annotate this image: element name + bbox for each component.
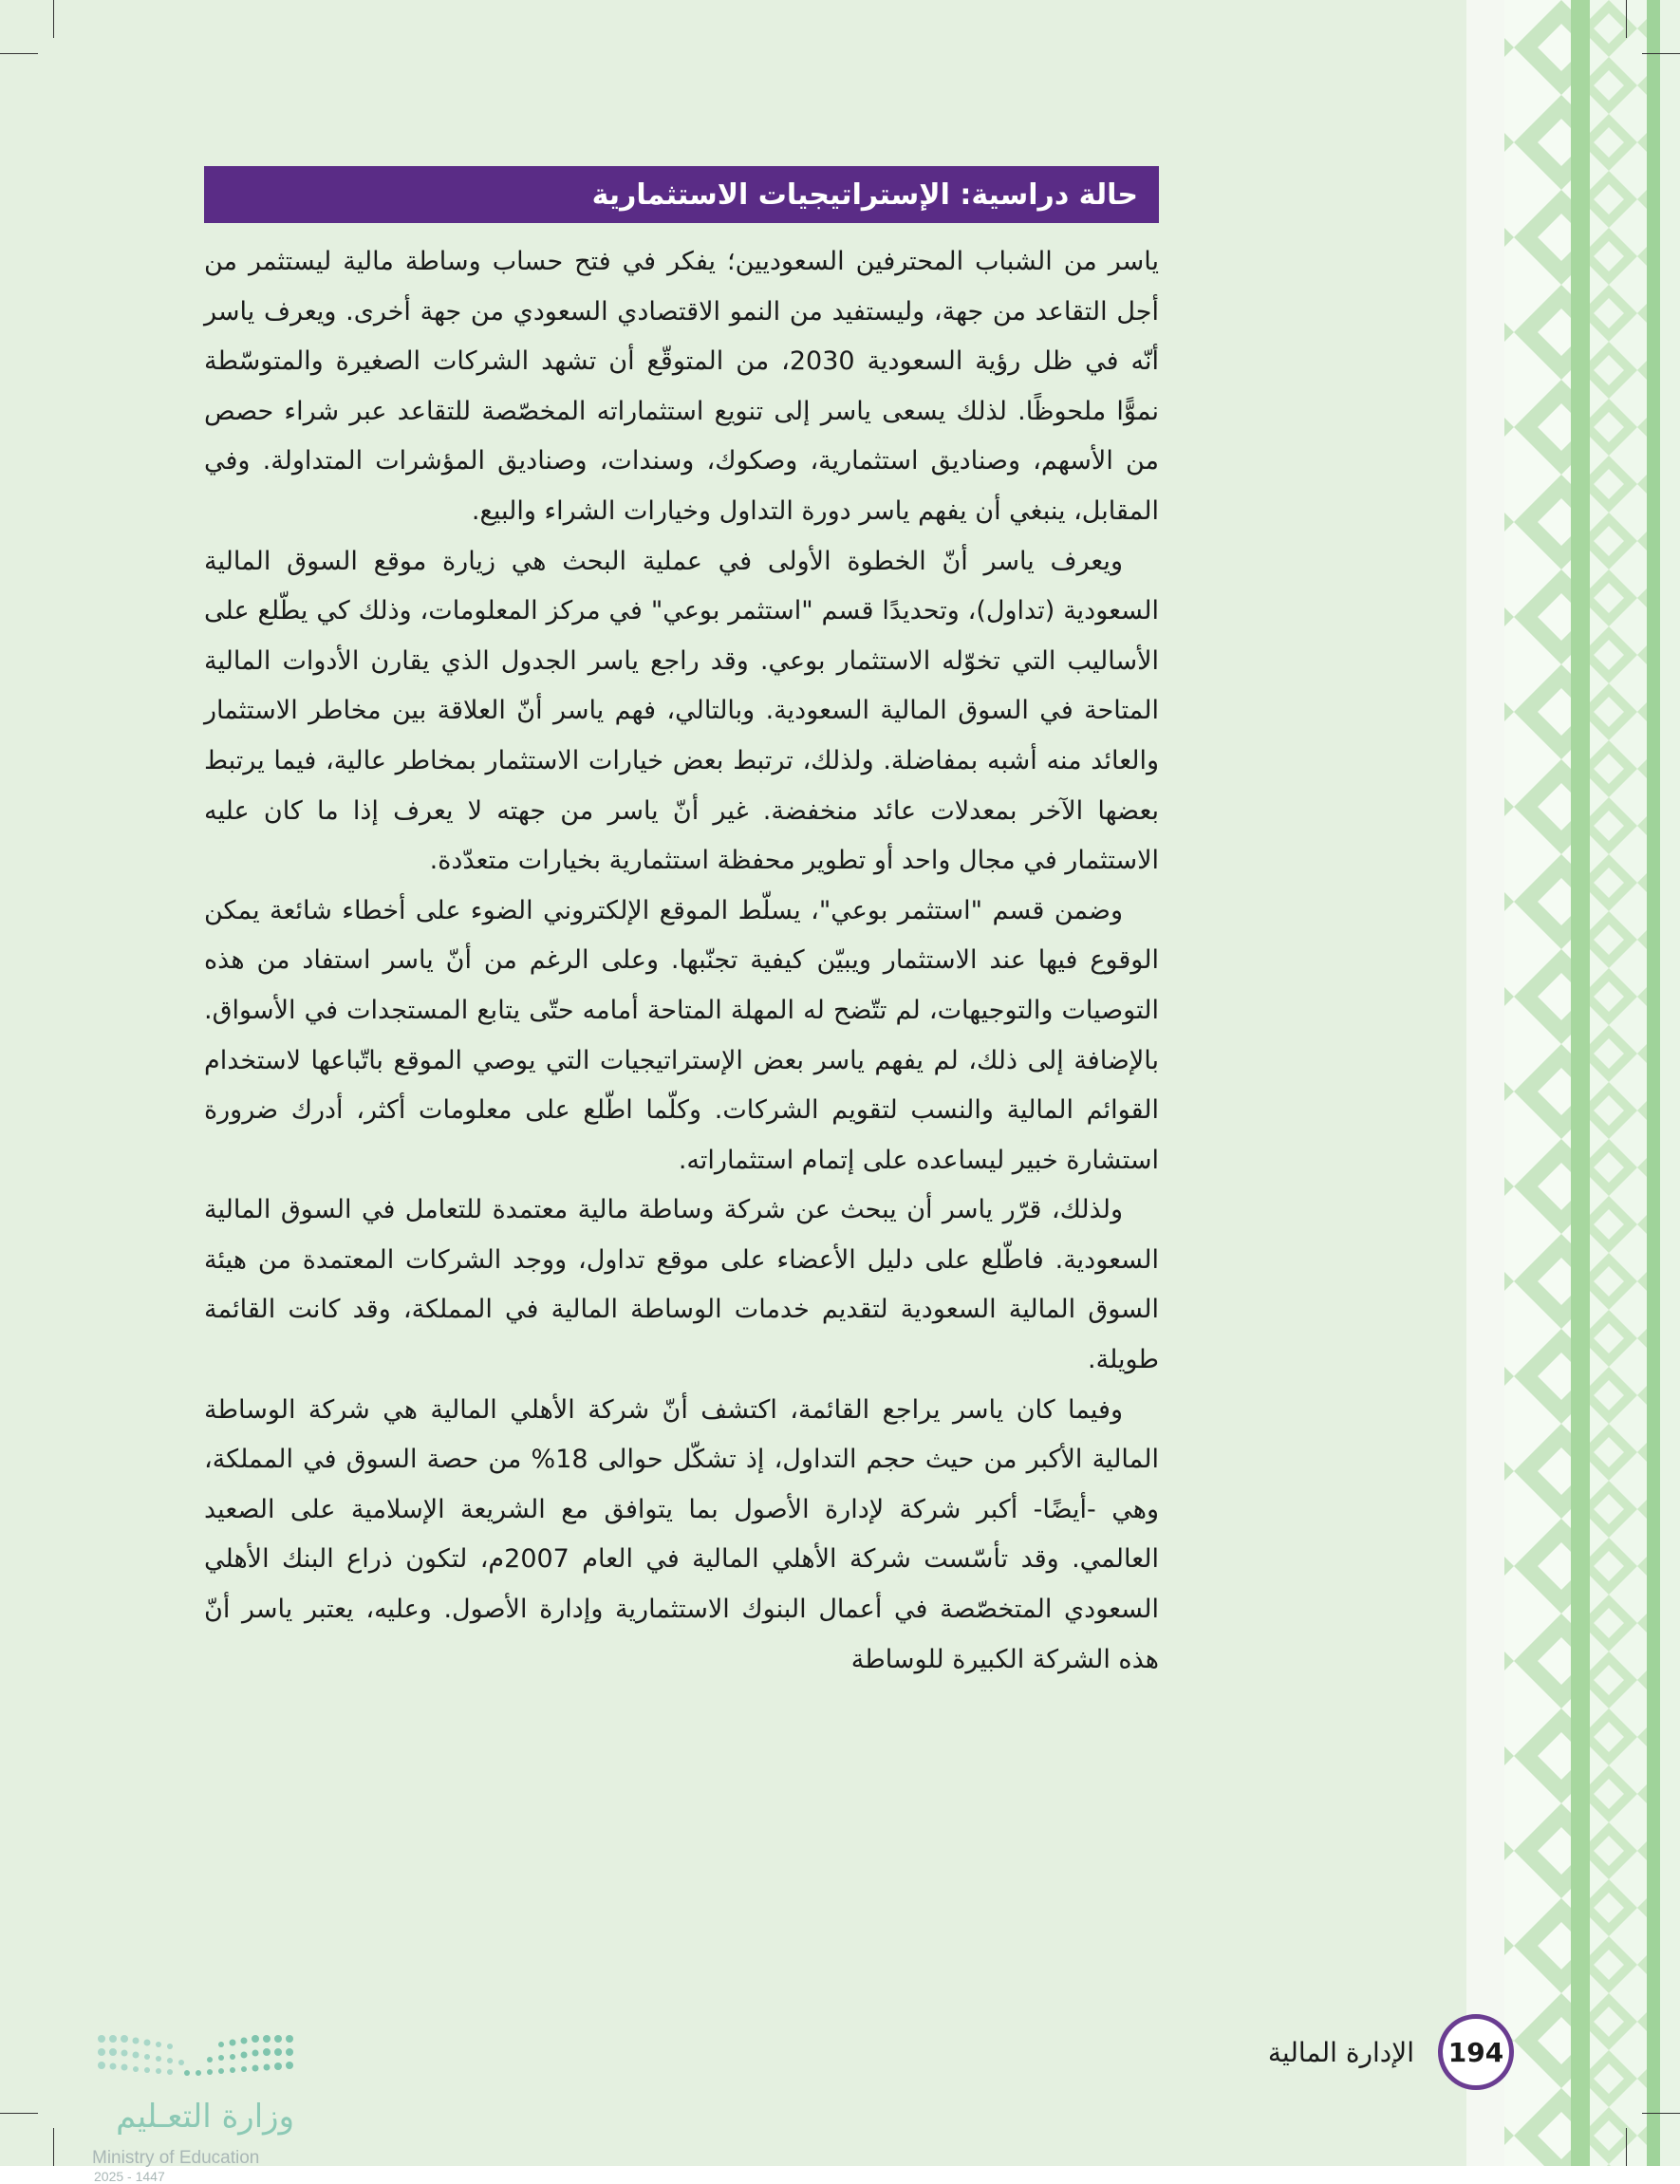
crop-mark [53, 0, 54, 38]
crop-mark [0, 2113, 38, 2114]
ministry-logo [90, 2031, 308, 2183]
paragraph: ياسر من الشباب المحترفين السعوديين؛ يفكر في فتح حساب وساطة مالية ليستثمر من أجل التقاعد من جهة، وليستفيد من النمو الاقتصادي السعودي من جهة أخرى. ويعرف ياسر أنّه في ظل رؤية السعودية 2030، من المتوقّع أن تشهد الشركات الصغيرة والمتوسّطة نموًّا ملحوظًا. لذلك يسعى ياسر إلى تنويع استثماراته المخصّصة للتقاعد عبر شراء حصص من الأسهم، وصناديق استثمارية، وصكوك، وسندات، وصناديق المؤشرات المتداولة. وفي المقابل، ينبغي أن يفهم ياسر دورة التداول وخيارات الشراء والبيع. [204, 247, 1160, 526]
page-number: 194 [1438, 2014, 1514, 2090]
decorative-border [1466, 0, 1680, 2166]
paragraph: وفيما كان ياسر يراجع القائمة، اكتشف أنّ شركة الأهلي المالية هي شركة الوساطة المالية الأكبر من حيث حجم التداول، إذ تشكّل حوالى 18% من حصة السوق في المملكة، وهي -أيضًا- أكبر شركة لإدارة الأصول بما يتوافق مع الشريعة الإسلامية على الصعيد العالمي. وقد تأسّست شركة الأهلي المالية في العام 2007م، لتكون ذراع البنك الأهلي السعودي المتخصّصة في أعمال البنوك الاستثمارية وإدارة الأصول. وعليه، يعتبر ياسر أنّ هذه الشركة الكبيرة للوساطة [204, 1394, 1159, 1674]
crop-mark [1642, 2113, 1680, 2114]
crop-mark [0, 53, 38, 54]
crop-mark [1626, 2128, 1627, 2166]
logo-arabic-text: وزارة التعـليم [116, 2098, 294, 2136]
crop-mark [53, 2128, 54, 2166]
paragraph: ويعرف ياسر أنّ الخطوة الأولى في عملية البحث هي زيارة موقع السوق المالية السعودية (تداول)، وتحديدًا قسم "استثمر بوعي" في مركز المعلومات، وذلك كي يطّلع على الأساليب التي تخوّله الاستثمار بوعي. وقد راجع ياسر الجدول الذي يقارن الأدوات المالية المتاحة في السوق المالية السعودية. وبالتالي، فهم ياسر أنّ العلاقة بين مخاطر الاستثمار والعائد منه أشبه بمفاضلة. ولذلك، ترتبط بعض خيارات الاستثمار بمخاطر عالية، فيما يرتبط بعضها الآخر بمعدلات عائد منخفضة. غير أنّ ياسر من جهته لا يعرف إذا ما كان عليه الاستثمار في مجال واحد أو تطوير محفظة استثمارية بخيارات متعدّدة. [204, 546, 1159, 876]
crop-mark [1642, 53, 1680, 54]
section-header [204, 166, 1159, 223]
paragraph: وضمن قسم "استثمر بوعي"، يسلّط الموقع الإلكتروني الضوء على أخطاء شائعة يمكن الوقوع فيها عند الاستثمار ويبيّن كيفية تجنّبها. وعلى الرغم من أنّ ياسر استفاد من هذه التوصيات والتوجيهات، لم تتّضح له المهلة المتاحة أمامه حتّى يتابع المستجدات في الأسواق. بالإضافة إلى ذلك، لم يفهم ياسر بعض الإستراتيجيات التي يوصي الموقع باتّباعها لاستخدام القوائم المالية والنسب لتقويم الشركات. وكلّما اطّلع على معلومات أكثر، أدرك ضرورة استشارة خبير ليساعده على إتمام استثماراته. [204, 895, 1159, 1175]
chevron-pattern-icon [1466, 0, 1680, 2166]
ministry-logo-dots-icon [90, 2031, 299, 2098]
case-study-body [204, 237, 1159, 1846]
book-title: الإدارة المالية [1267, 2036, 1414, 2068]
crop-mark [1626, 0, 1627, 38]
section-title: حالة دراسية: الإستراتيجيات الاستثمارية [591, 177, 1138, 212]
paragraph: ولذلك، قرّر ياسر أن يبحث عن شركة وساطة مالية معتمدة للتعامل في السوق المالية السعودية. فاطّلع على دليل الأعضاء على موقع تداول، ووجد الشركات المعتمدة من هيئة السوق المالية السعودية لتقديم خدمات الوساطة المالية في المملكة، وقد كانت القائمة طويلة. [204, 1195, 1159, 1375]
logo-english-text: Ministry of Education [92, 2148, 260, 2168]
logo-year-text: 2025 - 1447 [94, 2169, 165, 2184]
